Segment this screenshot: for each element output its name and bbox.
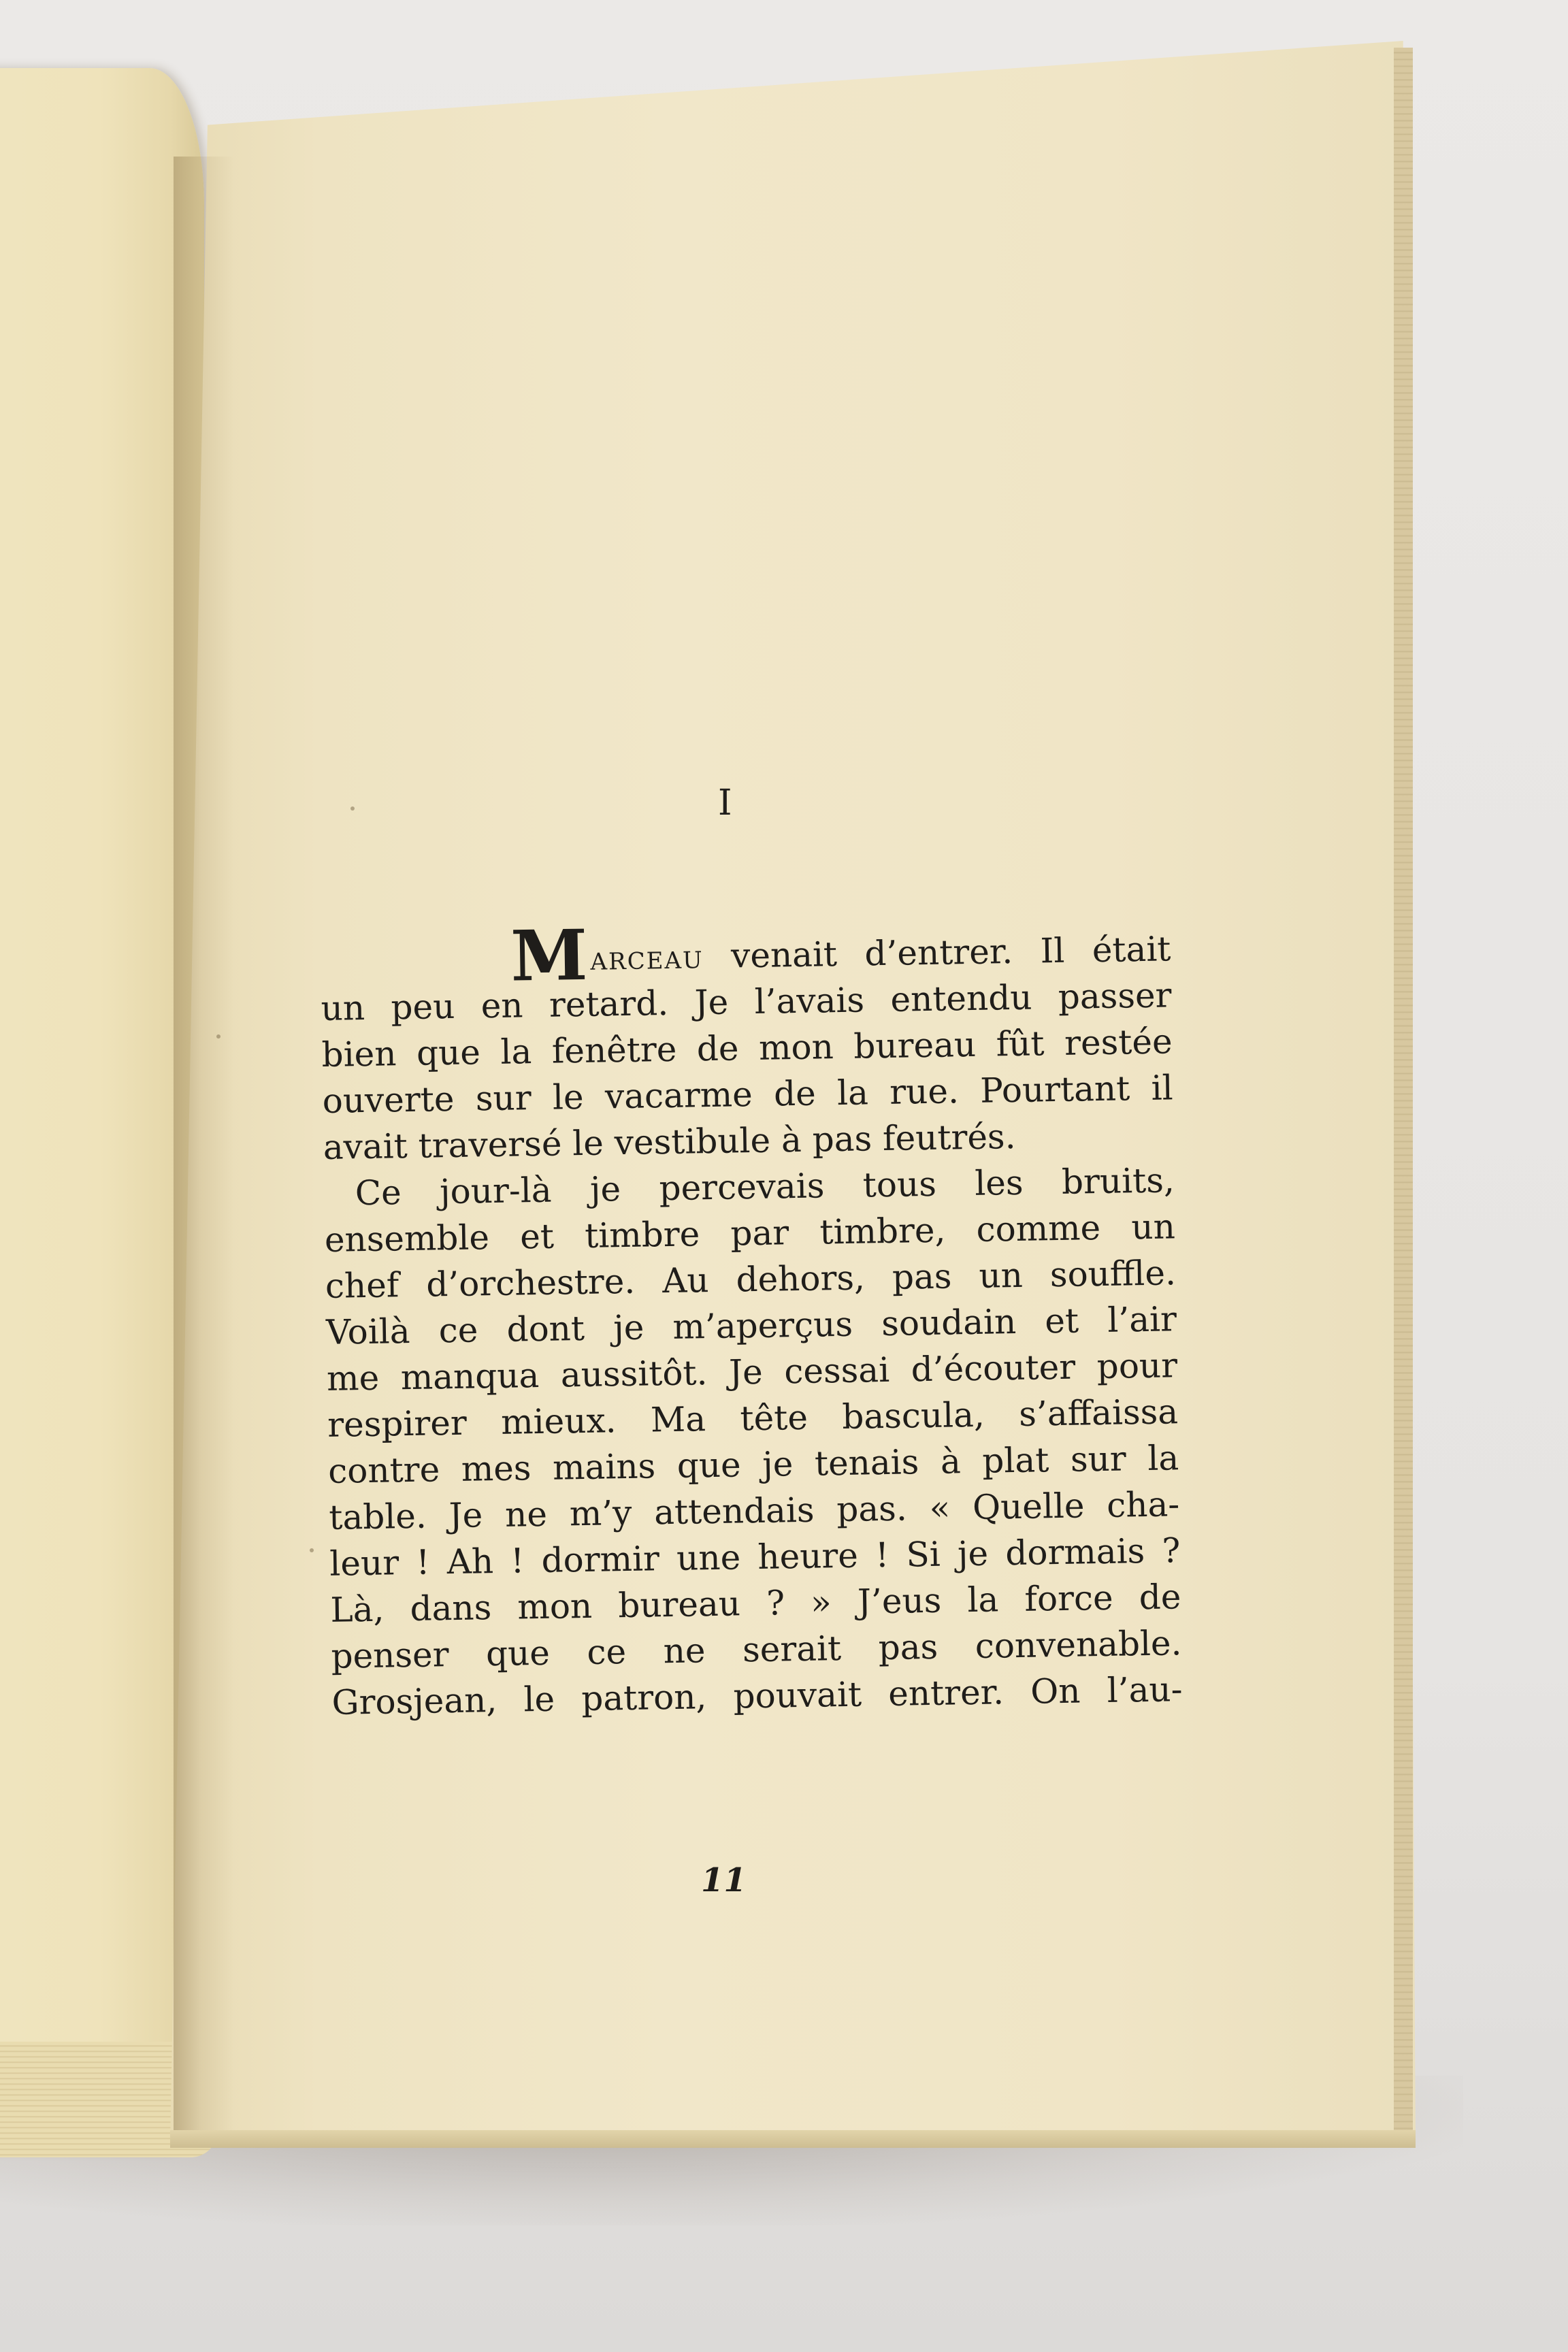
body-text bbox=[320, 914, 1183, 1725]
text-line: avait traversé le vestibule à pas feutrés. bbox=[323, 1116, 1016, 1167]
text-line: bien que la fenêtre de mon bureau fût restée bbox=[321, 1022, 1173, 1075]
text-line: chef d’orchestre. Au dehors, pas un souffle. bbox=[325, 1253, 1177, 1306]
paper-speck bbox=[310, 1548, 314, 1552]
text-line: Là, dans mon bureau ? » J’eus la force de bbox=[330, 1577, 1181, 1630]
line-text: venait d’entrer. Il était bbox=[703, 929, 1171, 977]
drop-cap: M bbox=[510, 914, 589, 998]
page-stack-edge bbox=[1394, 48, 1413, 2137]
text-line: respirer mieux. Ma tête bascula, s’affaissa bbox=[327, 1392, 1179, 1445]
text-line: Grosjean, le patron, pouvait entrer. On l’au- bbox=[331, 1669, 1183, 1722]
text-line: table. Je ne m’y attendais pas. « Quelle cha- bbox=[328, 1484, 1180, 1537]
text-line: Voilà ce dont je m’aperçus soudain et l’air bbox=[325, 1299, 1177, 1352]
text-line: penser que ce ne serait pas convenable. bbox=[331, 1623, 1182, 1676]
text-line: un peu en retard. Je l’avais entendu passer bbox=[321, 975, 1172, 1028]
book-gutter bbox=[174, 157, 235, 2130]
text-line: contre mes mains que je tenais à plat sur la bbox=[327, 1438, 1179, 1491]
page-number: 11 bbox=[701, 1861, 747, 1899]
small-caps-word: ARCEAU bbox=[590, 947, 704, 976]
text-line: me manqua aussitôt. Je cessai d’écouter pour bbox=[326, 1345, 1178, 1399]
chapter-number: I bbox=[718, 783, 732, 823]
page-bottom-edge bbox=[170, 2130, 1416, 2148]
text-line: ensemble et timbre par timbre, comme un bbox=[324, 1207, 1176, 1260]
paper-speck bbox=[216, 1034, 220, 1039]
text-line: Ce jour-là je percevais tous les bruits, bbox=[355, 1160, 1175, 1213]
text-line: leur ! Ah ! dormir une heure ! Si je dormais ? bbox=[329, 1531, 1181, 1584]
text-line: ouverte sur le vacarme de la rue. Pourtant il bbox=[322, 1068, 1174, 1121]
paper-speck bbox=[350, 806, 355, 811]
